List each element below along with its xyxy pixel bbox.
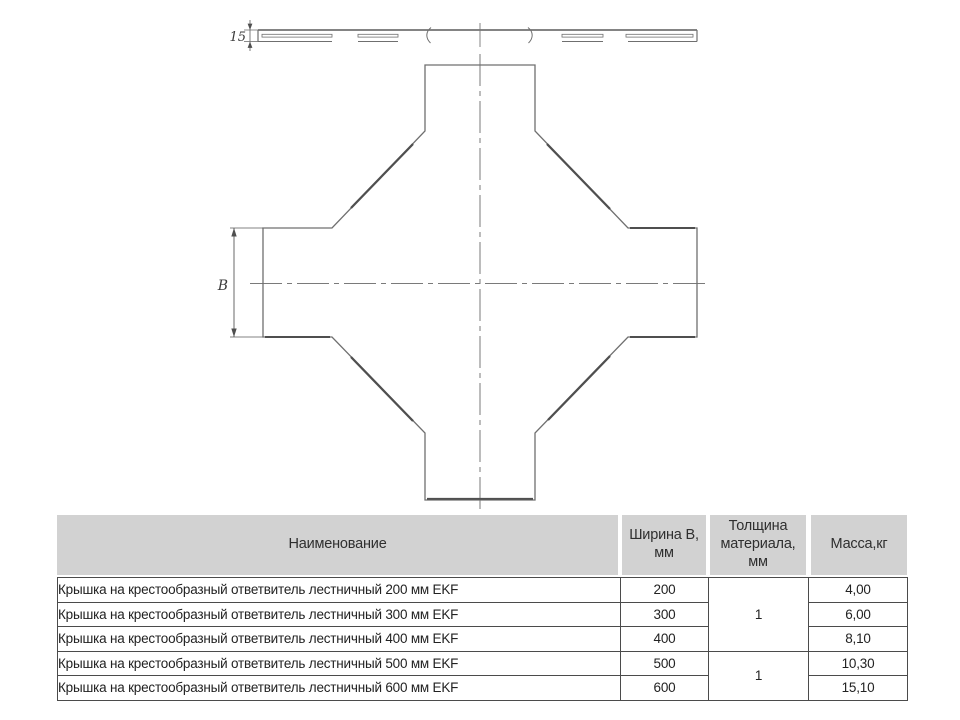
header-name-label: Наименование (288, 536, 387, 553)
table-row (58, 651, 908, 676)
cell-name: Крышка на крестообразный ответвитель лестничный 200 мм EKF (58, 578, 621, 603)
cell-name: Крышка на крестообразный ответвитель лестничный 300 мм EKF (58, 602, 621, 627)
cell-mass: 8,10 (809, 627, 908, 652)
side-view (229, 20, 697, 51)
header-width (622, 515, 706, 575)
header-mass-label: Масса,кг (830, 536, 888, 553)
header-width-line1: Ширина В, (629, 527, 699, 544)
cell-name: Крышка на крестообразный ответвитель лестничный 500 мм EKF (58, 651, 621, 676)
cell-thickness-group2: 1 (709, 651, 809, 700)
header-name (57, 515, 618, 575)
arrowhead-up-icon (231, 228, 236, 237)
cell-mass: 6,00 (809, 602, 908, 627)
thickness-dimension (229, 20, 258, 51)
arrowhead-up-icon (248, 42, 253, 48)
header-thickness-line2: материала, (720, 536, 796, 553)
cell-width: 500 (621, 651, 709, 676)
arrowhead-down-icon (231, 329, 236, 338)
plan-view (217, 54, 708, 512)
cell-width: 200 (621, 578, 709, 603)
cell-width: 300 (621, 602, 709, 627)
width-dim-label: B (217, 278, 228, 294)
spec-table (57, 515, 907, 701)
width-dimension (217, 228, 263, 337)
cell-name: Крышка на крестообразный ответвитель лестничный 400 мм EKF (58, 627, 621, 652)
cell-mass: 4,00 (809, 578, 908, 603)
thickness-dim-label: 15 (229, 30, 246, 45)
cell-name: Крышка на крестообразный ответвитель лестничный 600 мм EKF (58, 676, 621, 701)
table-header (57, 515, 907, 575)
table-body (57, 577, 908, 701)
cell-width: 400 (621, 627, 709, 652)
cell-mass: 15,10 (809, 676, 908, 701)
side-view-profile (258, 23, 697, 47)
cell-width: 600 (621, 676, 709, 701)
header-thickness-line3: мм (748, 553, 768, 570)
header-width-line2: мм (654, 545, 674, 561)
table-row (58, 578, 908, 603)
header-thickness (710, 515, 806, 575)
cell-thickness-group1: 1 (709, 578, 809, 652)
header-mass (811, 515, 907, 575)
arrowhead-down-icon (248, 24, 253, 30)
cell-mass: 10,30 (809, 651, 908, 676)
header-thickness-line1: Толщина (728, 518, 788, 535)
